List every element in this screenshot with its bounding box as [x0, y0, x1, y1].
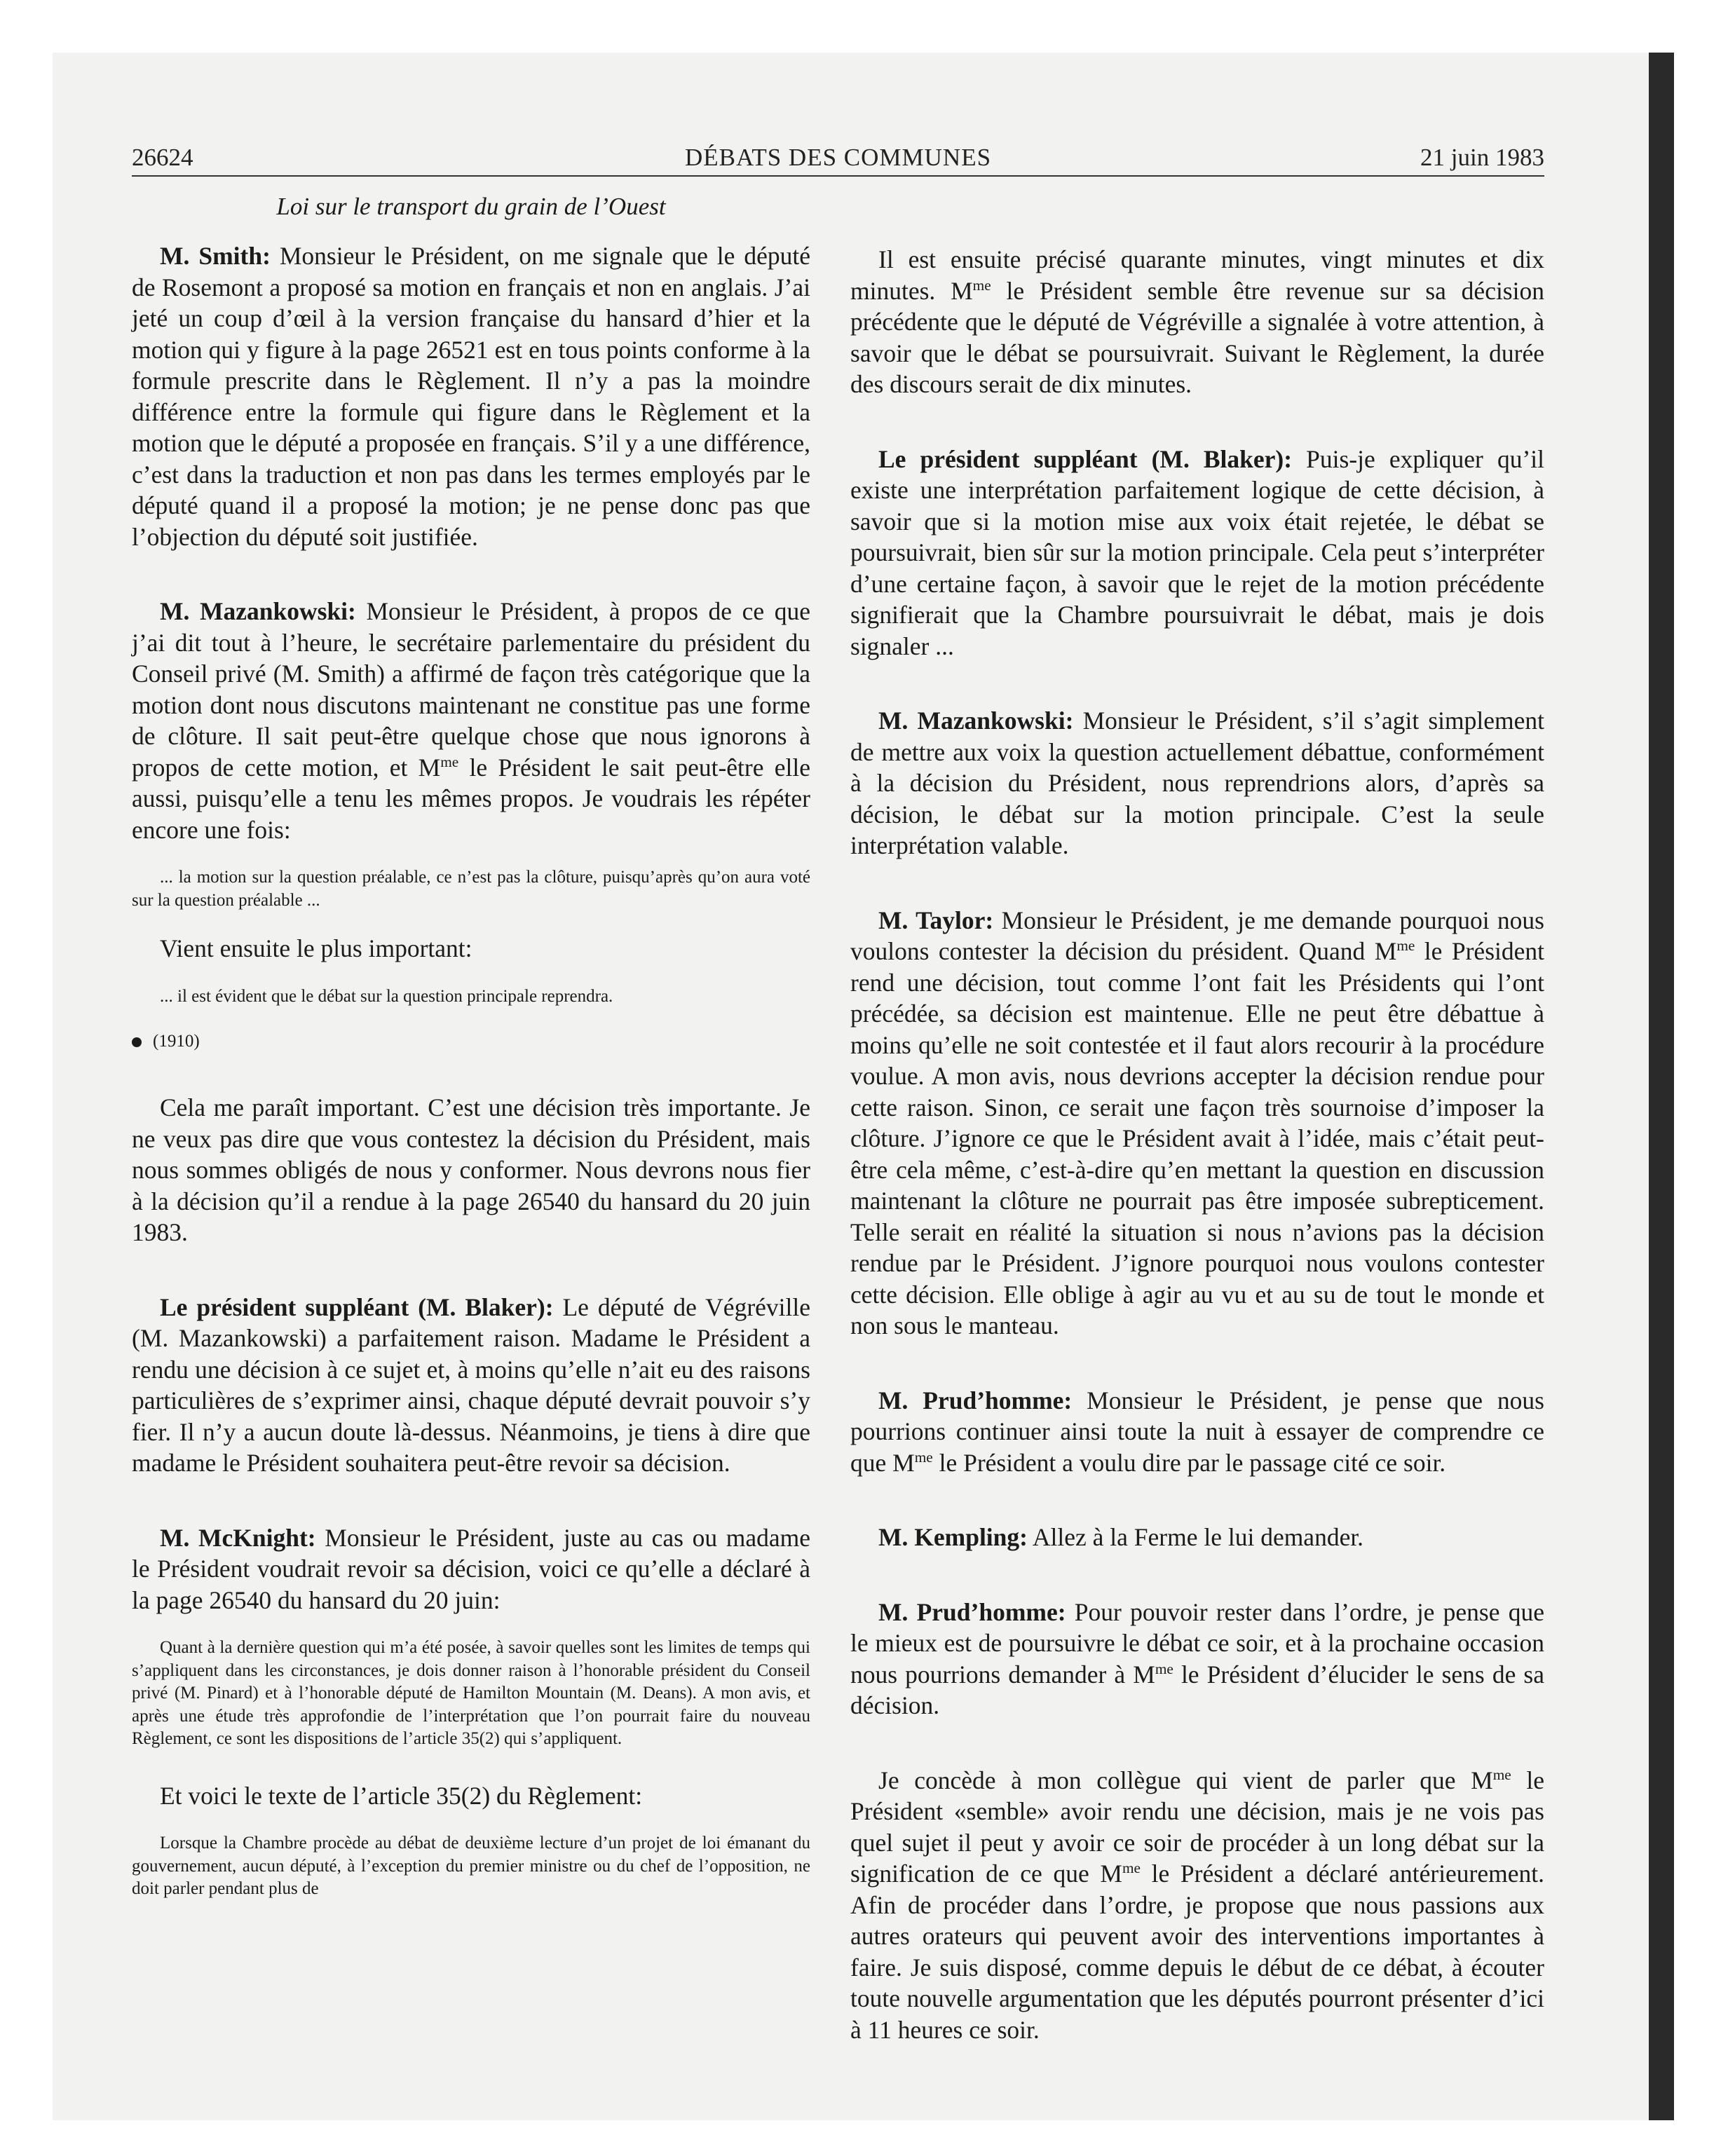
speech-prudhomme-1 [850, 1385, 1544, 1479]
speech-blaker-2 [850, 444, 1544, 662]
speech-text: Puis-je expliquer qu’il existe une interprétation parfaitement logique de cette décision, à savoir que si la motion mise aux voix était rejetée, le débat se poursuivrait, bien sûr sur la motion principale. Cela peut s’interpréter d’une certaine façon, à savoir que le rejet de la motion précédente signifierait que la Chambre poursuivrait le débat, mais je dois signaler ... [850, 444, 1544, 660]
section-title: Loi sur le transport du grain de l’Ouest [276, 193, 666, 220]
paragraph-text: le Président a déclaré antérieurement. Afin de procéder dans l’ordre, je propose que nous passions aux autres orateurs qui peuvent avoir des interventions importantes à faire. Je suis disposé, comme depuis le début de ce débat, à écouter toute nouvelle argumentation que les députés pourront présenter d’ici à 11 heures ce soir. [850, 1860, 1544, 2044]
paragraph: Cela me paraît important. C’est une décision très importante. Je ne veux pas dire que vous contestez la décision du Président, mais nous sommes obligés de nous y conformer. Nous devrons nous fier à la décision qu’il a rendue à la page 26540 du hansard du 20 juin 1983. [132, 1093, 810, 1246]
page-header [132, 144, 1544, 186]
speech-text: le Président rend une décision, tout comme l’ont fait les Présidents qui l’ont précédée, sa décision est maintenue. Elle ne peut être débattue à moins qu’elle ne soit contestée et il faut alors recourir à la procédure voulue. A mon avis, nous devrions accepter la décision rendue pour cette raison. Sinon, ce serait une façon très sournoise d’imposer la clôture. J’ignore ce que le Président avait à l’idée, mais c’était peut-être cela même, c’est-à-dire qu’en mettant la question en discussion maintenant la clôture ne pourrait pas être imposée subrepticement. Telle serait en réalité la situation si nous n’avions pas la décision rendue par le Président. J’ignore pourquoi nous voulons contester cette décision. Elle oblige à agir au vu et au su de tout le monde et non sous le manteau. [850, 937, 1544, 1339]
bullet-icon [132, 1037, 142, 1047]
time-marker-text: (1910) [153, 1032, 200, 1051]
header-rule [132, 175, 1544, 177]
speech-mazankowski-1 [132, 596, 810, 845]
paragraph [850, 244, 1544, 400]
speaker-name: M. Prud’homme: [878, 1597, 1066, 1626]
block-quote: Quant à la dernière question qui m’a été posée, à savoir quelles sont les limites de temps qui s’appliquent dans les circonstances, je dois donner raison à l’honorable président du Conseil privé (M. Pinard) et à l’honorable député de Hamilton Mountain (M. Deans). A mon avis, et après une étude très approfondie de l’interprétation que l’on pourrait faire du nouveau Règlement, ce sont les dispositions de l’article 35(2) qui s’appliquent. [132, 1638, 810, 1748]
right-column [850, 244, 1544, 2089]
speech-text: le Président a voulu dire par le passage cité ce soir. [932, 1448, 1446, 1477]
superscript: me [440, 753, 459, 770]
speech-text: le Président le sait peut-être elle aussi, puisqu’elle a tenu les mêmes propos. Je voudrais les répéter encore une fois: [132, 753, 810, 844]
speaker-name: M. Prud’homme: [878, 1386, 1073, 1414]
superscript: me [914, 1448, 933, 1466]
page-number: 26624 [132, 144, 193, 171]
superscript: me [972, 276, 991, 294]
speech-text: Monsieur le Président, à propos de ce que j’ai dit tout à l’heure, le secrétaire parlementaire du président du Conseil privé (M. Smith) a affirmé de façon très catégorique que la motion dont nous discutons maintenant ne constitue pas une forme de clôture. Il sait peut-être quelque chose que nous ignorons à propos de cette motion, et M [132, 597, 810, 782]
speech-prudhomme-2 [850, 1597, 1544, 1721]
speech-text: Monsieur le Président, s’il s’agit simplement de mettre aux voix la question actuellement débattue, conformément à la décision du Président, nous reprendrions alors, d’après sa décision, le débat sur la motion principale. C’est la seule interprétation valable. [850, 707, 1545, 859]
speaker-name: M. Taylor: [878, 906, 994, 934]
scan-edge-bar [1649, 53, 1674, 2120]
speech-smith [132, 240, 810, 552]
speech-text: Monsieur le Président, juste au cas ou madame le Président voudrait revoir sa décision, voici ce qu’elle a déclaré à la page 26540 du hansard du 20 juin: [132, 1523, 810, 1614]
speaker-name: M. Kempling: [878, 1523, 1028, 1551]
block-quote: Lorsque la Chambre procède au débat de deuxième lecture d’un projet de loi émanant du gouvernement, aucun député, à l’exception du premier ministre ou du chef de l’opposition, ne doit parler pendant plus de [132, 1834, 810, 1898]
speech-text: Le député de Végréville (M. Mazankowski) a parfaitement raison. Madame le Président a rendu une décision à ce sujet et, à moins qu’elle n’ait eu des raisons particulières de s’exprimer ainsi, chaque député devrait pouvoir s’y fier. Il n’y a aucun doute là-dessus. Néanmoins, je tiens à dire que madame le Président souhaitera peut-être revoir sa décision. [132, 1292, 810, 1477]
paragraph: Et voici le texte de l’article 35(2) du Règlement: [160, 1781, 643, 1810]
paragraph [850, 1765, 1544, 2046]
speaker-name: Le président suppléant (M. Blaker): [878, 444, 1293, 473]
page-date: 21 juin 1983 [1420, 144, 1544, 171]
speaker-name: M. Smith: [160, 242, 271, 270]
speech-mcknight [132, 1522, 810, 1616]
left-column [132, 193, 810, 1922]
paragraph-text: Je concède à mon collègue qui vient de parler que M [878, 1766, 1493, 1794]
paragraph-text: Il est ensuite précisé quarante minutes, vingt minutes et dix minutes. M [850, 245, 1544, 305]
speaker-name: M. Mazankowski: [878, 707, 1074, 735]
speech-mazankowski-2 [850, 705, 1544, 861]
publication-title: DÉBATS DES COMMUNES [684, 144, 992, 171]
speech-text: le Président d’élucider le sens de sa décision. [850, 1660, 1544, 1719]
paragraph-text: le Président semble être revenue sur sa décision précédente que le député de Végréville a signalée à votre attention, à savoir que le débat se poursuivrait. Suivant le Règlement, la durée des discours serait de dix minutes. [850, 276, 1544, 398]
speech-taylor [850, 905, 1544, 1342]
block-quote: ... la motion sur la question préalable, ce n’est pas la clôture, puisqu’après qu’on aura voté sur la question préalable ... [132, 868, 810, 910]
speaker-name: M. McKnight: [160, 1523, 316, 1552]
speech-text: Monsieur le Président, je pense que nous pourrions continuer ainsi toute la nuit à essayer de comprendre ce que M [850, 1386, 1544, 1477]
speech-text: Monsieur le Président, on me signale que le député de Rosemont a proposé sa motion en français et non en anglais. J’ai jeté un coup d’œil à la version française du hansard d’hier et la motion qui y figure à la page 26521 est en tous points conforme à la formule prescrite dans le Règlement. Il n’y a pas la moindre différence entre la formule qui figure dans le Règlement et la motion que le député a proposée en français. S’il y a une différence, c’est dans la traduction et non pas dans les termes employés par le député quand il a proposé la motion; je ne pense donc pas que l’objection du député soit justifiée. [132, 242, 810, 551]
block-quote: ... il est évident que le débat sur la question principale reprendra. [160, 986, 613, 1006]
speech-text: Pour pouvoir rester dans l’ordre, je pense que le mieux est de poursuivre le débat ce soir, et à la prochaine occasion nous pourrions demander à M [850, 1597, 1544, 1688]
superscript: me [1492, 1766, 1511, 1783]
speech-text: Monsieur le Président, je me demande pourquoi nous voulons contester la décision du président. Quand M [850, 906, 1544, 965]
superscript: me [1122, 1860, 1141, 1877]
paragraph-text: le Président «semble» avoir rendu une décision, mais je ne vois pas quel sujet il peut y avoir ce soir de procéder à un long débat sur la signification de ce que M [850, 1766, 1544, 1888]
speaker-name: M. Mazankowski: [160, 597, 356, 625]
paragraph: Vient ensuite le plus important: [160, 934, 472, 962]
speaker-name: Le président suppléant (M. Blaker): [160, 1292, 554, 1321]
speech-text: Allez à la Ferme le lui demander. [1027, 1523, 1364, 1551]
speech-blaker-1 [132, 1292, 810, 1479]
speech-kempling [850, 1522, 1544, 1553]
superscript: me [1396, 937, 1415, 955]
superscript: me [1155, 1660, 1173, 1677]
time-marker [132, 1032, 810, 1051]
